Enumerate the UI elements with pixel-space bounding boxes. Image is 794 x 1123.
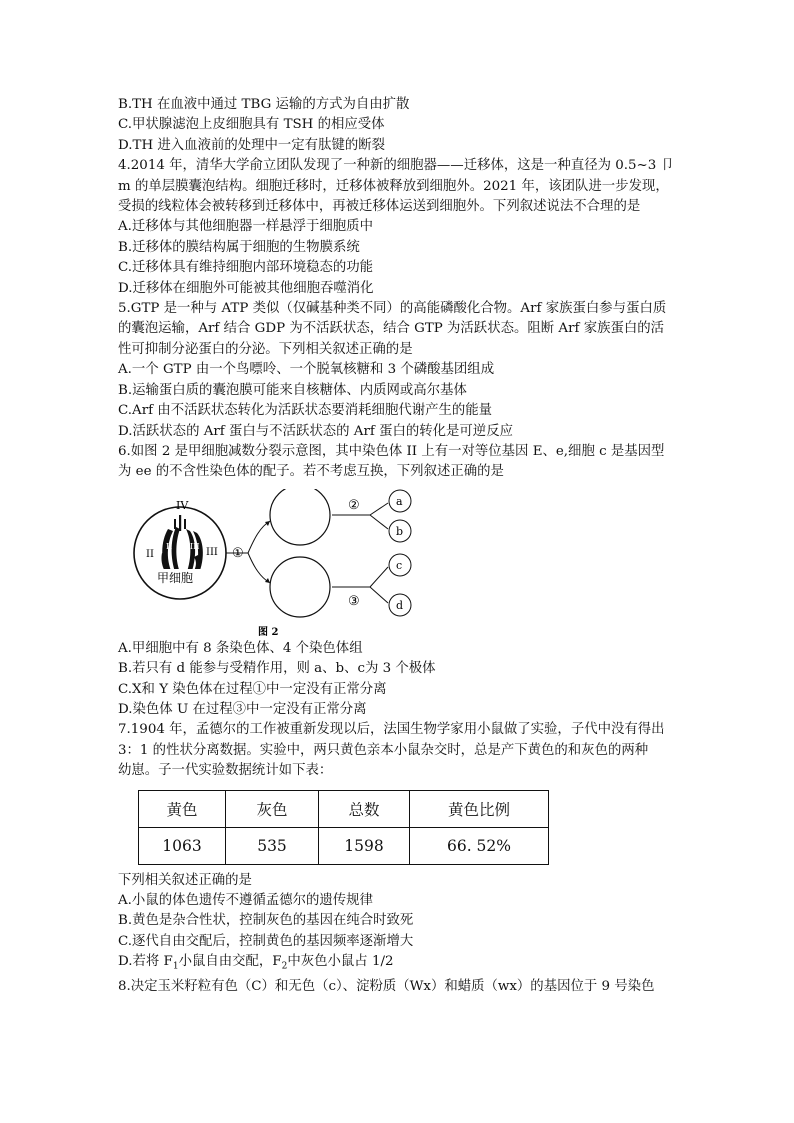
q6-option-b: B.若只有 d 能参与受精作用，则 a、b、c为 3 个极体 [118, 661, 436, 677]
chrom-label-ii-left: II [146, 548, 154, 560]
q7-option-d-post: 中灰色小鼠占 1/2 [287, 954, 394, 970]
figure-label: 图 2 [258, 626, 279, 637]
q7-stem-line-1: 7.1904 年，孟德尔的工作被重新发现以后，法国生物学家用小鼠做了实验，子代中没有得出 [118, 722, 665, 738]
q5-stem-line-2: 的囊泡运输，Arf 结合 GDP 为不活跃状态，结合 GTP 为活跃状态。阻断 Arf 家族蛋白的活 [118, 321, 665, 337]
arrow-to-a [370, 503, 388, 515]
step-3-label: ③ [348, 593, 360, 609]
q8-stem-line-1: 8.决定玉米籽粒有色（C）和无色（c）、淀粉质（Wx）和蜡质（wx）的基因位于 9 号染色 [118, 979, 655, 995]
q4-stem-line-2: m 的单层膜囊泡结构。细胞迁移时，迁移体被释放到细胞外。2021 年，该团队进一步发现， [118, 178, 669, 194]
offspring-data-table [138, 790, 549, 865]
arrow-to-upper [248, 521, 270, 553]
q7-option-d-sub2: 2 [281, 961, 288, 972]
arrow-to-c [370, 567, 388, 587]
q7-option-d-pre: D.若将 F [118, 954, 173, 970]
q6-stem-line-1: 6.如图 2 是甲细胞减数分裂示意图，其中染色体 II 上有一对等位基因 E、e,细胞 c 是基因型 [118, 443, 665, 459]
gamete-c-label: c [396, 558, 403, 572]
step-1-label: ① [232, 545, 244, 561]
chromosome-small-right [184, 519, 186, 529]
arrow-to-d [370, 587, 388, 603]
chromosome-iv-top [179, 515, 181, 531]
gamete-b-label: b [396, 524, 404, 538]
gamete-a-label: a [396, 494, 403, 508]
q3-option-c: C.甲状腺滤泡上皮细胞具有 TSH 的相应受体 [118, 117, 385, 133]
q7-question: 下列相关叙述正确的是 [118, 872, 252, 888]
q4-option-d: D.迁移体在细胞外可能被其他细胞吞噬消化 [118, 280, 374, 296]
q5-option-c: C.Arf 由不活跃状态转化为活跃状态要消耗细胞代谢产生的能量 [118, 403, 493, 419]
q5-stem-line-3: 性可抑制分泌蛋白的分泌。下列相关叙述正确的是 [118, 341, 413, 357]
chrom-label-iii-right: III [206, 546, 218, 558]
chrom-label-ii-inner: II [166, 541, 173, 551]
q7-stem-line-3: 幼崽。子一代实验数据统计如下表： [118, 763, 333, 779]
q3-option-d: D.TH 进入血液前的处理中一定有肽键的断裂 [118, 137, 386, 153]
q6-option-d: D.染色体 U 在过程③中一定没有正常分离 [118, 701, 367, 717]
table-cell: 66. 52% [410, 827, 549, 864]
gamete-d-label: d [396, 598, 404, 612]
cell-label: 甲细胞 [157, 570, 194, 585]
q7-option-b: B.黄色是杂合性状，控制灰色的基因在纯合时致死 [118, 913, 414, 929]
q5-option-b: B.运输蛋白质的囊泡膜可能来自核糖体、内质网或高尔基体 [118, 382, 467, 398]
q7-stem-line-2: 3：1 的性状分离数据。实验中，两只黄色亲本小鼠杂交时，总是产下黄色的和灰色的两种 [118, 742, 649, 758]
meiosis-diagram-svg [130, 489, 420, 637]
exam-page [118, 95, 688, 998]
table-cell: 1598 [319, 827, 410, 864]
secondary-cell-lower [270, 557, 330, 617]
q7-option-c: C.逐代自由交配后，控制黄色的基因频率逐渐增大 [118, 933, 414, 949]
q6-option-c: C.X和 Y 染色体在过程①中一定没有正常分离 [118, 681, 387, 697]
chromosome-small-left [174, 519, 176, 529]
chrom-label-iv: IV [176, 498, 189, 512]
table-header-cell: 黄色比例 [410, 790, 549, 827]
table-header-row [139, 790, 549, 827]
q5-stem-line-1: 5.GTP 是一种与 ATP 类似（仅碱基种类不同）的高能磷酸化合物。Arf 家族蛋白参与蛋白质 [118, 301, 667, 317]
q5-option-d: D.活跃状态的 Arf 蛋白与不活跃状态的 Arf 蛋白的转化是可逆反应 [118, 423, 513, 439]
table-header-cell: 总数 [319, 790, 410, 827]
arrow-to-lower [248, 553, 270, 583]
q6-stem-line-2: 为 ee 的不含性染色体的配子。若不考虑互换，下列叙述正确的是 [118, 464, 504, 480]
q4-option-c: C.迁移体具有维持细胞内部环境稳态的功能 [118, 260, 374, 276]
q7-option-d-sub1: 1 [172, 961, 179, 972]
arrow-to-b [370, 515, 388, 529]
table-header-cell: 黄色 [139, 790, 226, 827]
q5-option-a: A.一个 GTP 由一个鸟嘌呤、一个脱氧核糖和 3 个磷酸基团组成 [118, 362, 495, 378]
q6-option-a: A.甲细胞中有 8 条染色体、4 个染色体组 [118, 640, 363, 656]
chrom-label-iii-inner: III [190, 541, 200, 551]
q7-option-d-mid: 小鼠自由交配，F [178, 954, 282, 970]
q4-option-a: A.迁移体与其他细胞器一样悬浮于细胞质中 [118, 219, 373, 235]
secondary-cell-upper [270, 489, 330, 545]
table-cell: 535 [226, 827, 319, 864]
q3-option-b: B.TH 在血液中通过 TBG 运输的方式为自由扩散 [118, 97, 410, 112]
q7-option-d [118, 952, 688, 977]
step-2-label: ② [348, 497, 360, 513]
q4-stem-line-1: 4.2014 年，清华大学俞立团队发现了一种新的细胞器——迁移体，这是一种直径为 0.5~3 卩 [118, 158, 674, 174]
q7-option-a: A.小鼠的体色遗传不遵循孟德尔的遗传规律 [118, 892, 373, 908]
table-row [139, 827, 549, 864]
table-cell: 1063 [139, 827, 226, 864]
q4-stem-line-3: 受损的线粒体会被转移到迁移体中，再被迁移体运送到细胞外。下列叙述说法不合理的是 [118, 199, 641, 215]
q4-option-b: B.迁移体的膜结构属于细胞的生物膜系统 [118, 239, 360, 255]
table-header-cell: 灰色 [226, 790, 319, 827]
meiosis-diagram [118, 489, 688, 639]
